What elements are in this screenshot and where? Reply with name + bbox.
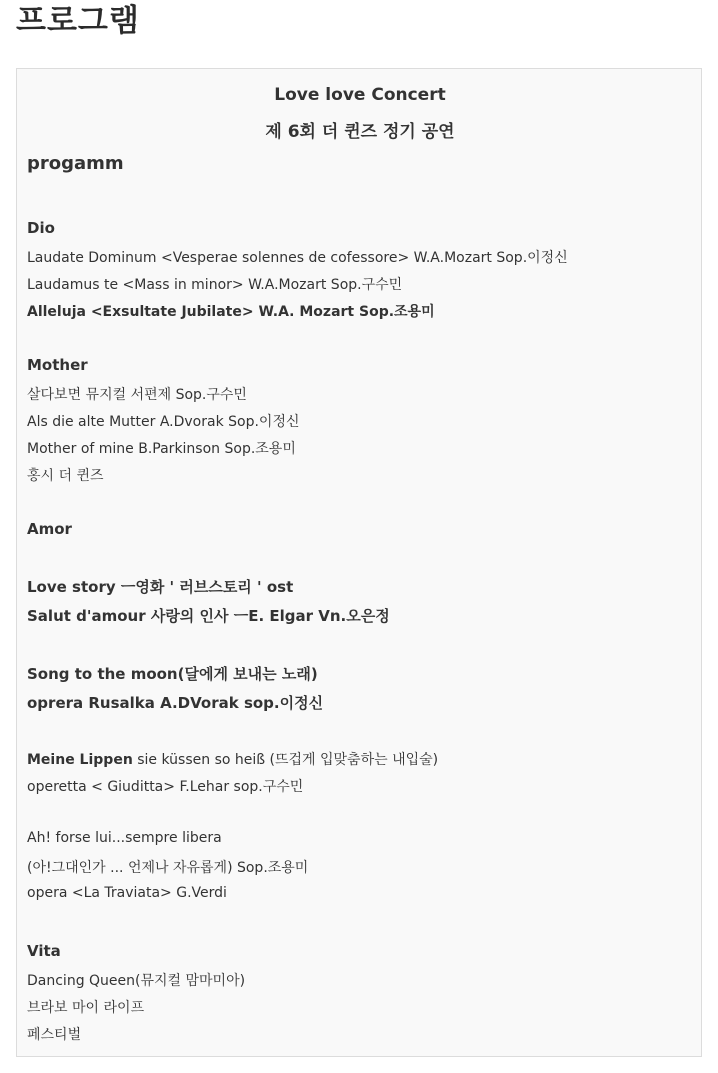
- mother-item-1: 살다보면 뮤지컬 서편제 Sop.구수민: [27, 387, 247, 403]
- section-title-mother: Mother: [27, 356, 88, 374]
- section-title-amor: Amor: [27, 520, 72, 538]
- mother-item-2: Als die alte Mutter A.Dvorak Sop.이정신: [27, 414, 300, 430]
- program-box: [16, 68, 702, 1057]
- amor-song-to-the-moon: Song to the moon(달에게 보내는 노래): [27, 665, 318, 683]
- page-title: 프로그램: [16, 3, 140, 39]
- amor-operetta: operetta < Giuditta> F.Lehar sop.구수민: [27, 779, 304, 795]
- section-title-dio: Dio: [27, 219, 55, 237]
- meine-lippen-title: Meine Lippen: [27, 752, 133, 768]
- vita-item-1: Dancing Queen(뮤지컬 맘마미아): [27, 973, 246, 989]
- dio-item-2: Laudamus te <Mass in minor> W.A.Mozart Sop.구수민: [27, 277, 403, 293]
- meine-lippen-rest: sie küssen so heiß (뜨겁게 입맞춤하는 내입술): [132, 752, 439, 768]
- vita-item-3: 페스티벌: [27, 1027, 82, 1043]
- vita-item-2: 브라보 마이 라이프: [27, 1000, 145, 1016]
- program-heading: progamm: [27, 153, 124, 174]
- amor-salut: Salut d'amour 사랑의 인사 ㅡE. Elgar Vn.오은정: [27, 607, 390, 625]
- dio-item-3: Alleluja <Exsultate Jubilate> W.A. Mozart Sop.조용미: [27, 304, 435, 320]
- section-title-vita: Vita: [27, 942, 61, 960]
- amor-meine-lippen: [27, 749, 438, 769]
- concert-subtitle: 제 6회 더 퀸즈 정기 공연: [265, 122, 455, 142]
- amor-forse-2: (아!그대인가 ... 언제나 자유롭게) Sop.조용미: [27, 860, 309, 876]
- concert-title: Love love Concert: [274, 85, 446, 105]
- amor-love-story: Love story ㅡ영화 ' 러브스토리 ' ost: [27, 578, 294, 596]
- amor-forse-1: Ah! forse lui...sempre libera: [27, 830, 222, 846]
- dio-item-1: Laudate Dominum <Vesperae solennes de cofessore> W.A.Mozart Sop.이정신: [27, 250, 568, 266]
- amor-forse-3: opera <La Traviata> G.Verdi: [27, 885, 227, 901]
- mother-item-3: Mother of mine B.Parkinson Sop.조용미: [27, 441, 296, 457]
- amor-rusalka: oprera Rusalka A.DVorak sop.이정신: [27, 694, 324, 712]
- mother-item-4: 홍시 더 퀸즈: [27, 468, 104, 484]
